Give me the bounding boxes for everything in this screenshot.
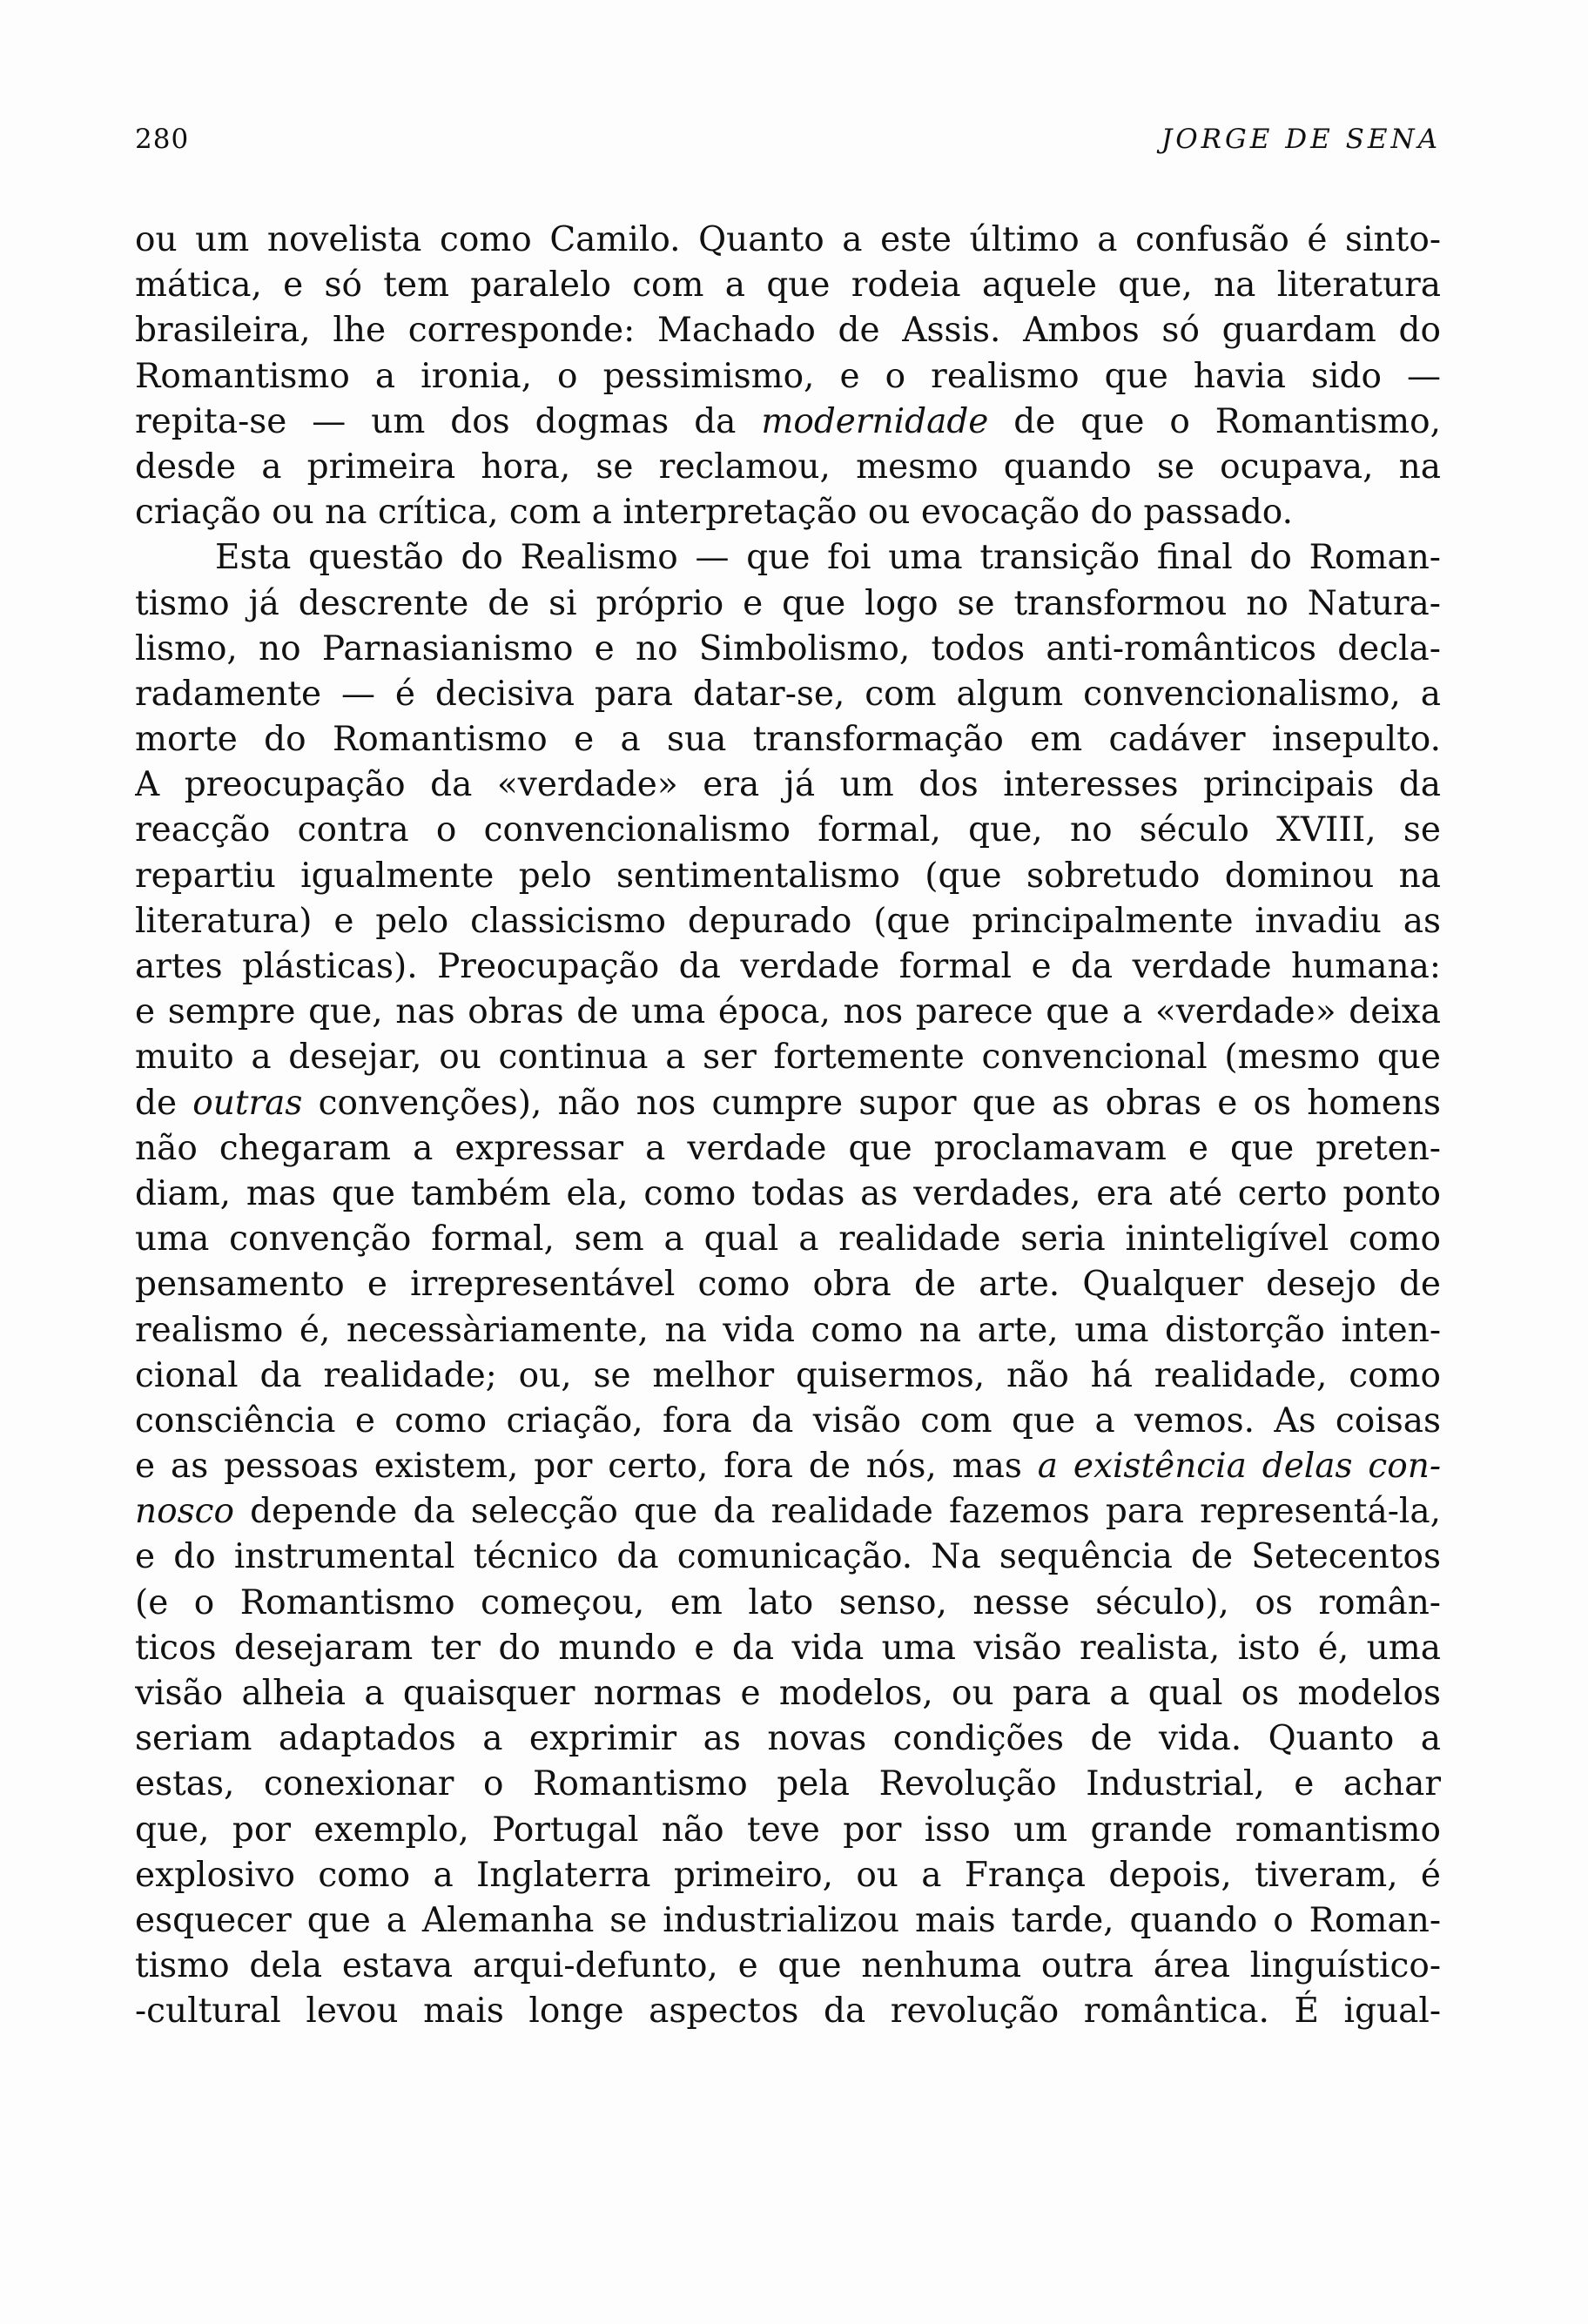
text-line xyxy=(135,535,1441,581)
text-span: brasileira, lhe corresponde: Machado de Assis. Ambos só guardam do xyxy=(135,311,1441,351)
text-line xyxy=(135,1762,1441,1807)
text-span: Esta questão do Realismo — que foi uma transição final do Roman- xyxy=(215,538,1441,578)
text-span: e as pessoas existem, por certo, fora de nós, mas xyxy=(135,1447,1038,1487)
text-span: ou um novelista como Camilo. Quanto a este último a confusão é sinto- xyxy=(135,220,1441,259)
text-line xyxy=(135,1262,1441,1307)
italic-text: modernidade xyxy=(761,401,989,441)
text-span: seriam adaptados a exprimir as novas condições de vida. Quanto a xyxy=(135,1719,1441,1759)
text-span: consciência e como criação, fora da visão com que a vemos. As coisas xyxy=(135,1400,1441,1441)
text-line xyxy=(135,1581,1441,1626)
text-span: repita-se — um dos dogmas da xyxy=(135,401,762,441)
text-span: convenções), não nos cumpre supor que as obras e os homens xyxy=(302,1083,1441,1123)
text-span: desde a primeira hora, se reclamou, mesmo quando se ocupava, na xyxy=(135,447,1441,487)
text-line xyxy=(135,581,1441,627)
text-line xyxy=(135,400,1441,445)
text-line xyxy=(135,263,1441,308)
text-line xyxy=(135,1217,1441,1262)
text-span: ticos desejaram ter do mundo e da vida uma visão realista, isto é, uma xyxy=(135,1628,1441,1668)
text-line xyxy=(135,1081,1441,1126)
text-span: explosivo como a Inglaterra primeiro, ou a França depois, tiveram, é xyxy=(135,1855,1441,1895)
text-line xyxy=(135,899,1441,944)
body-text xyxy=(135,218,1441,2035)
text-span: morte do Romantismo e a sua transformação em cadáver insepulto. xyxy=(135,720,1441,760)
text-line xyxy=(135,1444,1441,1489)
text-line xyxy=(135,1399,1441,1444)
text-span: estas, conexionar o Romantismo pela Revolução Industrial, e achar xyxy=(135,1764,1441,1804)
text-line xyxy=(135,218,1441,263)
text-line xyxy=(135,627,1441,672)
text-line xyxy=(135,1489,1441,1535)
text-span: criação ou na crítica, com a interpretação ou evocação do passado. xyxy=(135,493,1293,533)
text-span: uma convenção formal, sem a qual a realidade seria ininteligível como xyxy=(135,1219,1441,1259)
text-line xyxy=(135,1989,1441,2034)
text-span: depende da selecção que da realidade fazemos para representá-la, xyxy=(233,1492,1441,1532)
text-line xyxy=(135,1126,1441,1172)
text-span: Romantismo a ironia, o pessimismo, e o realismo que havia sido — xyxy=(135,356,1441,396)
text-line xyxy=(135,762,1441,808)
text-line xyxy=(135,1308,1441,1353)
text-line xyxy=(135,354,1441,400)
text-span: mática, e só tem paralelo com a que rodeia aquele que, na literatura xyxy=(135,265,1441,306)
text-span: muito a desejar, ou continua a ser fortemente convencional (mesmo que xyxy=(135,1038,1441,1078)
text-span: de xyxy=(135,1083,193,1123)
text-line xyxy=(135,490,1441,535)
text-span: que, por exemplo, Portugal não teve por isso um grande romantismo xyxy=(135,1810,1441,1850)
text-line xyxy=(135,1671,1441,1716)
text-span: esquecer que a Alemanha se industrializou mais tarde, quando o Roman- xyxy=(135,1900,1441,1940)
text-line xyxy=(135,445,1441,490)
text-span: diam, mas que também ela, como todas as verdades, era até certo ponto xyxy=(135,1173,1441,1213)
text-span: reacção contra o convencionalismo formal, que, no século XVIII, se xyxy=(135,810,1441,850)
text-line xyxy=(135,1944,1441,1989)
text-span: não chegaram a expressar a verdade que proclamavam e que preten- xyxy=(135,1128,1441,1168)
text-span: cional da realidade; ou, se melhor quisermos, não há realidade, como xyxy=(135,1355,1441,1395)
text-span: pensamento e irrepresentável como obra de arte. Qualquer desejo de xyxy=(135,1265,1441,1305)
text-line xyxy=(135,308,1441,353)
text-span: tismo já descrente de si próprio e que logo se transformou no Natura- xyxy=(135,583,1441,623)
italic-text: outras xyxy=(192,1083,303,1123)
text-span: literatura) e pelo classicismo depurado (que principalmente invadiu as xyxy=(135,901,1441,941)
text-span: de que o Romantismo, xyxy=(988,401,1441,441)
text-line xyxy=(135,1172,1441,1217)
italic-text: nosco xyxy=(135,1492,234,1532)
text-line xyxy=(135,717,1441,762)
text-line xyxy=(135,1853,1441,1898)
page-number: 280 xyxy=(135,124,190,155)
text-line xyxy=(135,944,1441,990)
text-line xyxy=(135,1808,1441,1853)
text-line xyxy=(135,808,1441,853)
text-span: radamente — é decisiva para datar-se, com algum convencionalismo, a xyxy=(135,674,1441,714)
text-line xyxy=(135,990,1441,1035)
text-span: lismo, no Parnasianismo e no Simbolismo, todos anti-românticos decla- xyxy=(135,628,1441,668)
text-line xyxy=(135,1898,1441,1944)
running-head: JORGE DE SENA xyxy=(1161,124,1441,155)
page-header xyxy=(135,124,1441,167)
text-span: tismo dela estava arqui-defunto, e que nenhuma outra área linguístico- xyxy=(135,1946,1441,1986)
text-line xyxy=(135,854,1441,899)
text-span: -cultural levou mais longe aspectos da revolução romântica. É igual- xyxy=(135,1992,1441,2032)
text-span: realismo é, necessàriamente, na vida como na arte, uma distorção inten- xyxy=(135,1310,1441,1350)
text-span: (e o Romantismo começou, em lato senso, nesse século), os român- xyxy=(135,1582,1441,1622)
text-line xyxy=(135,1626,1441,1671)
italic-text: a existência delas con- xyxy=(1037,1447,1441,1487)
text-line xyxy=(135,1035,1441,1080)
text-line xyxy=(135,1716,1441,1762)
text-span: e do instrumental técnico da comunicação. Na sequência de Setecentos xyxy=(135,1537,1441,1577)
text-span: visão alheia a quaisquer normas e modelos, ou para a qual os modelos xyxy=(135,1674,1441,1713)
text-line xyxy=(135,1353,1441,1399)
text-line xyxy=(135,672,1441,717)
text-span: A preocupação da «verdade» era já um dos interesses principais da xyxy=(135,765,1441,805)
text-span: artes plásticas). Preocupação da verdade formal e da verdade humana: xyxy=(135,947,1441,986)
text-span: repartiu igualmente pelo sentimentalismo (que sobretudo dominou na xyxy=(135,856,1441,896)
text-line xyxy=(135,1535,1441,1580)
text-span: e sempre que, nas obras de uma época, nos parece que a «verdade» deixa xyxy=(135,992,1441,1032)
